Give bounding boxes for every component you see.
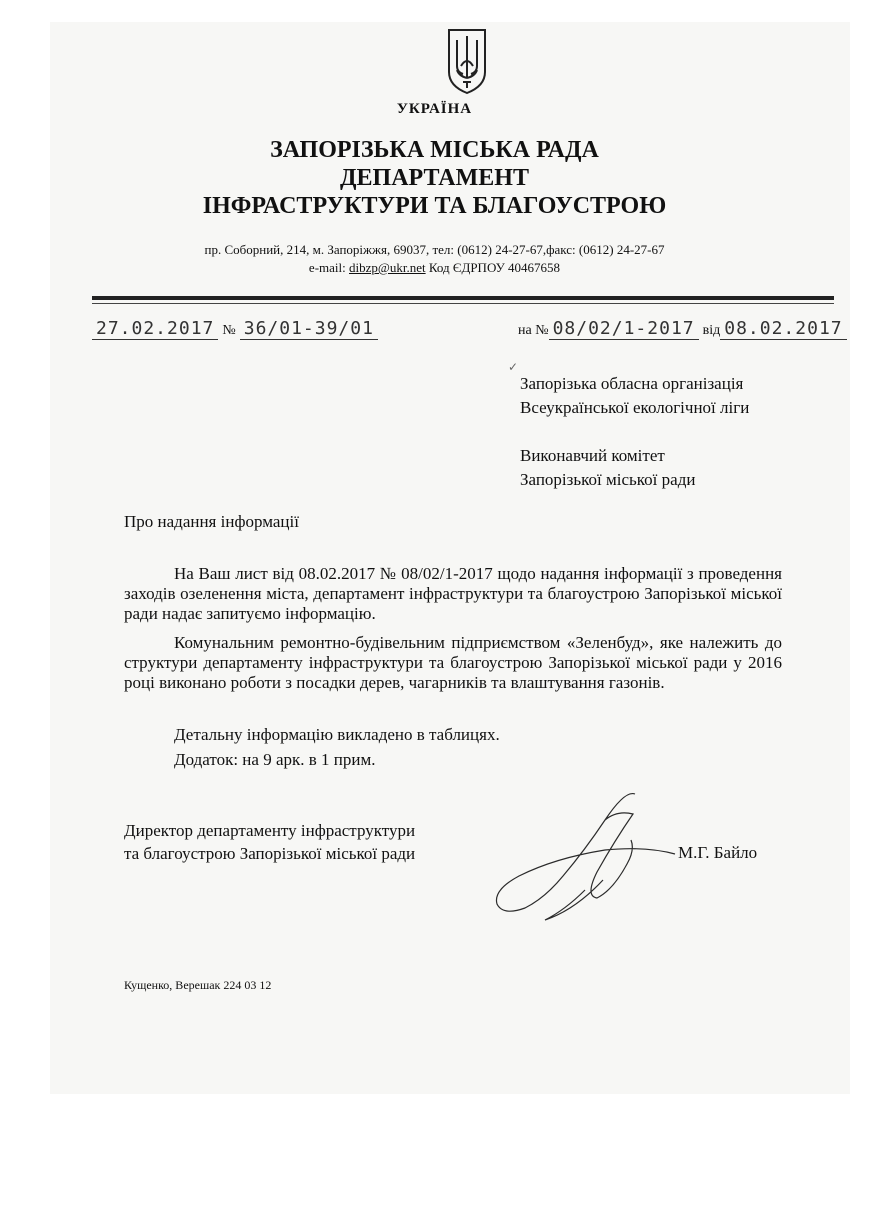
handwritten-signature bbox=[485, 780, 685, 930]
incoming-number-label: на № bbox=[518, 323, 549, 338]
edrpou-code: Код ЄДРПОУ 40467658 bbox=[425, 260, 561, 275]
incoming-number: 08/02/1-2017 bbox=[549, 318, 699, 340]
signer-name: М.Г. Байло bbox=[678, 843, 758, 862]
contact-email-line bbox=[0, 259, 869, 276]
body-paragraph-2: Комунальним ремонтно-будівельним підприємством «Зеленбуд», яке належить до структури департаменту інфраструктури та благоустрою Запорізької міської ради у 2016 році виконано роботи з посадки дерев, чагарників та влаштування газонів. bbox=[124, 633, 782, 692]
signer-position-line2: та благоустрою Запорізької міської ради bbox=[124, 844, 416, 863]
executor-contact: Кущенко, Верешак 224 03 12 bbox=[124, 978, 272, 992]
outgoing-date: 27.02.2017 bbox=[92, 318, 218, 340]
department-name: ІНФРАСТРУКТУРИ ТА БЛАГОУСТРОЮ bbox=[202, 193, 667, 219]
recipient-2-line2: Запорізької міської ради bbox=[520, 470, 696, 489]
body-paragraph-3: Детальну інформацію викладено в таблицях. bbox=[174, 725, 500, 744]
recipient-2 bbox=[520, 444, 695, 492]
recipient-1 bbox=[520, 372, 749, 420]
incoming-date: 08.02.2017 bbox=[720, 318, 846, 340]
body-paragraph-1: На Ваш лист від 08.02.2017 № 08/02/1-2017 щодо надання інформації з проведення заходів озеленення міста, департамент інфраструктури та благоустрою Запорізької міської ради надає запитуємо інформацію. bbox=[124, 564, 782, 623]
trident-emblem-icon bbox=[445, 26, 489, 96]
header-rule-thin bbox=[92, 303, 834, 304]
country-name: УКРАЇНА bbox=[396, 101, 473, 117]
email-label: e-mail: bbox=[308, 260, 349, 275]
recipient-1-line1: Запорізька обласна організація bbox=[520, 374, 744, 393]
signer-position-line1: Директор департаменту інфраструктури bbox=[124, 821, 416, 840]
recipient-2-line1: Виконавчий комітет bbox=[520, 446, 665, 465]
council-name: ЗАПОРІЗЬКА МІСЬКА РАДА bbox=[270, 137, 599, 163]
header-rule-thick bbox=[92, 296, 834, 300]
incoming-reference bbox=[518, 318, 847, 340]
contact-address: пр. Соборний, 214, м. Запоріжжя, 69037, тел: (0612) 24-27-67,факс: (0612) 24-27-67 bbox=[204, 242, 665, 257]
check-mark-icon: ✓ bbox=[508, 360, 519, 374]
outgoing-reference bbox=[92, 318, 378, 340]
outgoing-number: 36/01-39/01 bbox=[240, 318, 378, 340]
outgoing-number-label: № bbox=[222, 323, 236, 338]
recipient-1-line2: Всеукраїнської екологічної ліги bbox=[520, 398, 750, 417]
letter-subject: Про надання інформації bbox=[124, 512, 299, 531]
department-label: ДЕПАРТАМЕНТ bbox=[340, 165, 529, 191]
email-link[interactable]: dibzp@ukr.net bbox=[349, 260, 426, 275]
attachment-note: Додаток: на 9 арк. в 1 прим. bbox=[174, 750, 376, 769]
incoming-date-label: від bbox=[702, 323, 721, 338]
